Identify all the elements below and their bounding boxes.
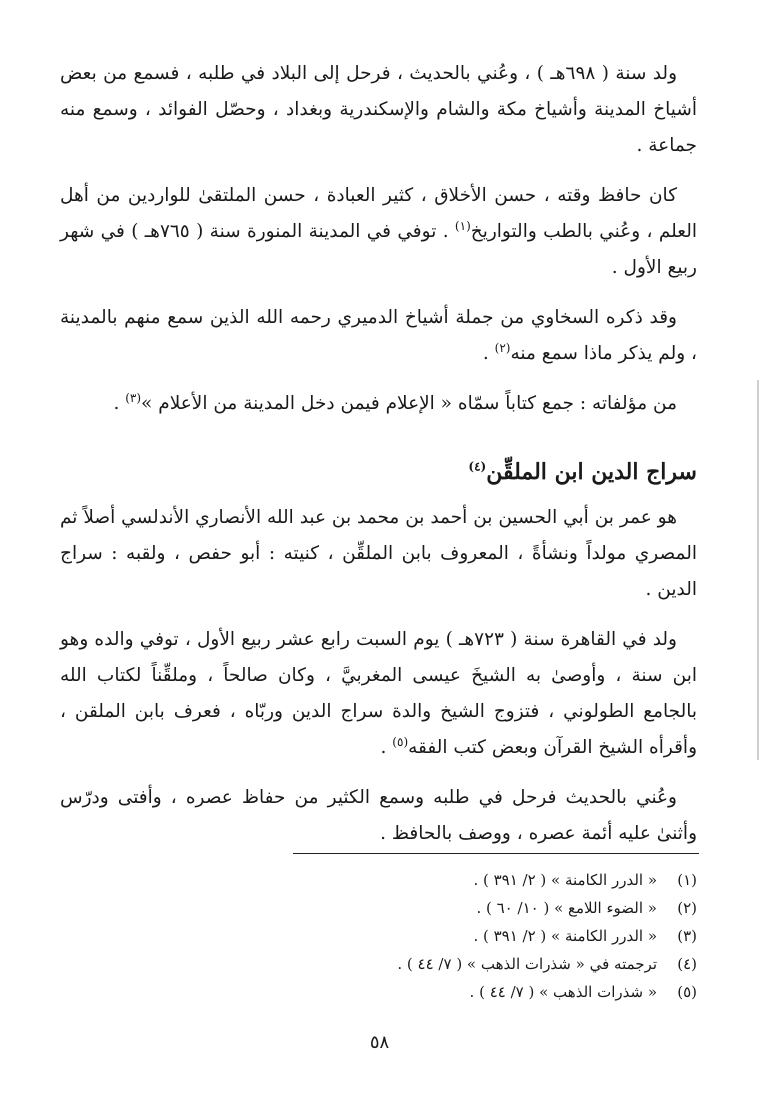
footnote-text: « الضوء اللامع » ( ١٠/ ٦٠ ) . bbox=[476, 899, 657, 917]
footnote-ref-4[interactable]: (٤) bbox=[468, 459, 487, 474]
footnote-text: « شذرات الذهب » ( ٧/ ٤٤ ) . bbox=[469, 983, 657, 1001]
footnote-number: (٢) bbox=[677, 899, 697, 917]
paragraph-hadith-study bbox=[60, 780, 697, 852]
footnote-ref-1[interactable]: (١) bbox=[454, 218, 471, 233]
paragraph-birth-travel bbox=[60, 56, 697, 164]
footnote-ref-3[interactable]: (٣) bbox=[125, 390, 142, 405]
footnote-item bbox=[277, 950, 697, 978]
footnote-item bbox=[277, 866, 697, 894]
paragraph-birth-upbringing bbox=[60, 622, 697, 766]
footnote-divider bbox=[293, 853, 699, 854]
section-heading-text: سراج الدين ابن الملقِّن bbox=[486, 459, 697, 485]
footnote-text: « الدرر الكامنة » ( ٢/ ٣٩١ ) . bbox=[473, 927, 657, 945]
footnote-number: (١) bbox=[677, 871, 697, 889]
paragraph-text: ولد سنة ( ٦٩٨هـ ) ، وعُني بالحديث ، فرحل إلى البلاد في طلبه ، فسمع من بعض أشياخ المدينة وأشياخ مكة والشام والإسكندرية وبغداد ، وحصّل الفوائد ، وسمع منه جماعة . bbox=[60, 63, 697, 156]
footnote-item bbox=[277, 922, 697, 950]
page-number: ٥٨ bbox=[369, 1032, 390, 1053]
footnote-ref-5[interactable]: (٥) bbox=[392, 734, 409, 749]
footnote-text: « الدرر الكامنة » ( ٢/ ٣٩١ ) . bbox=[473, 871, 657, 889]
paragraph-text: هو عمر بن أبي الحسين بن أحمد بن محمد بن عبد الله الأنصاري الأندلسي أصلاً ثم المصري مولداً ونشأةً ، المعروف بابن الملقِّن ، كنيته : أبو حفص ، ولقبه : سراج الدين . bbox=[60, 507, 697, 600]
paragraph-text: وعُني بالحديث فرحل في طلبه وسمع الكثير من حفاظ عصره ، وأفتى ودرّس وأثنىٰ عليه أئمة عصره ، ووصف بالحافظ . bbox=[60, 787, 697, 844]
paragraph-sakhawi bbox=[60, 300, 697, 372]
page-body bbox=[60, 56, 697, 866]
paragraph-text: كان حافظ وقته ، حسن الأخلاق ، كثير العبادة ، حسن الملتقىٰ للواردين من أهل العلم ، وعُني بالطب والتواريخ bbox=[60, 185, 697, 242]
paragraph-text: من مؤلفاته : جمع كتاباً سمّاه « الإعلام فيمن دخل المدينة من الأعلام » bbox=[141, 393, 677, 414]
footnote-item bbox=[277, 894, 697, 922]
footnote-ref-2[interactable]: (٢) bbox=[494, 340, 511, 355]
paragraph-lineage bbox=[60, 500, 697, 608]
paragraph-text: ولد في القاهرة سنة ( ٧٢٣هـ ) يوم السبت رابع عشر ربيع الأول ، توفي والده وهو ابن سنة ، وأوصىٰ به الشيخَ عيسى المغربيَّ ، وكان صالحاً ، وملقِّناً لكتاب الله بالجامع الطولوني ، فتزوج الشيخ والدة سراج الدين وربّاه ، فعرف بابن الملقن ، وأقرأه الشيخ القرآن وبعض كتب الفقه bbox=[60, 629, 697, 758]
paragraph-text-tail: . bbox=[482, 343, 495, 364]
footnote-number: (٥) bbox=[677, 983, 697, 1001]
footnotes bbox=[277, 866, 697, 1006]
footnote-number: (٣) bbox=[677, 927, 697, 945]
footnote-number: (٤) bbox=[677, 955, 697, 973]
section-heading bbox=[60, 452, 697, 492]
paragraph-text-tail: . bbox=[113, 393, 126, 414]
paragraph-text-tail: . bbox=[380, 737, 393, 758]
paragraph-works bbox=[60, 386, 697, 422]
paragraph-text: وقد ذكره السخاوي من جملة أشياخ الدميري رحمه الله الذين سمع منهم بالمدينة ، ولم يذكر ماذا سمع منه bbox=[60, 307, 697, 364]
footnote-text: ترجمته في « شذرات الذهب » ( ٧/ ٤٤ ) . bbox=[397, 955, 657, 973]
footnote-item bbox=[277, 978, 697, 1006]
paragraph-text-tail: . توفي في المدينة المنورة سنة ( ٧٦٥هـ ) في شهر ربيع الأول . bbox=[60, 221, 697, 278]
paragraph-character bbox=[60, 178, 697, 286]
